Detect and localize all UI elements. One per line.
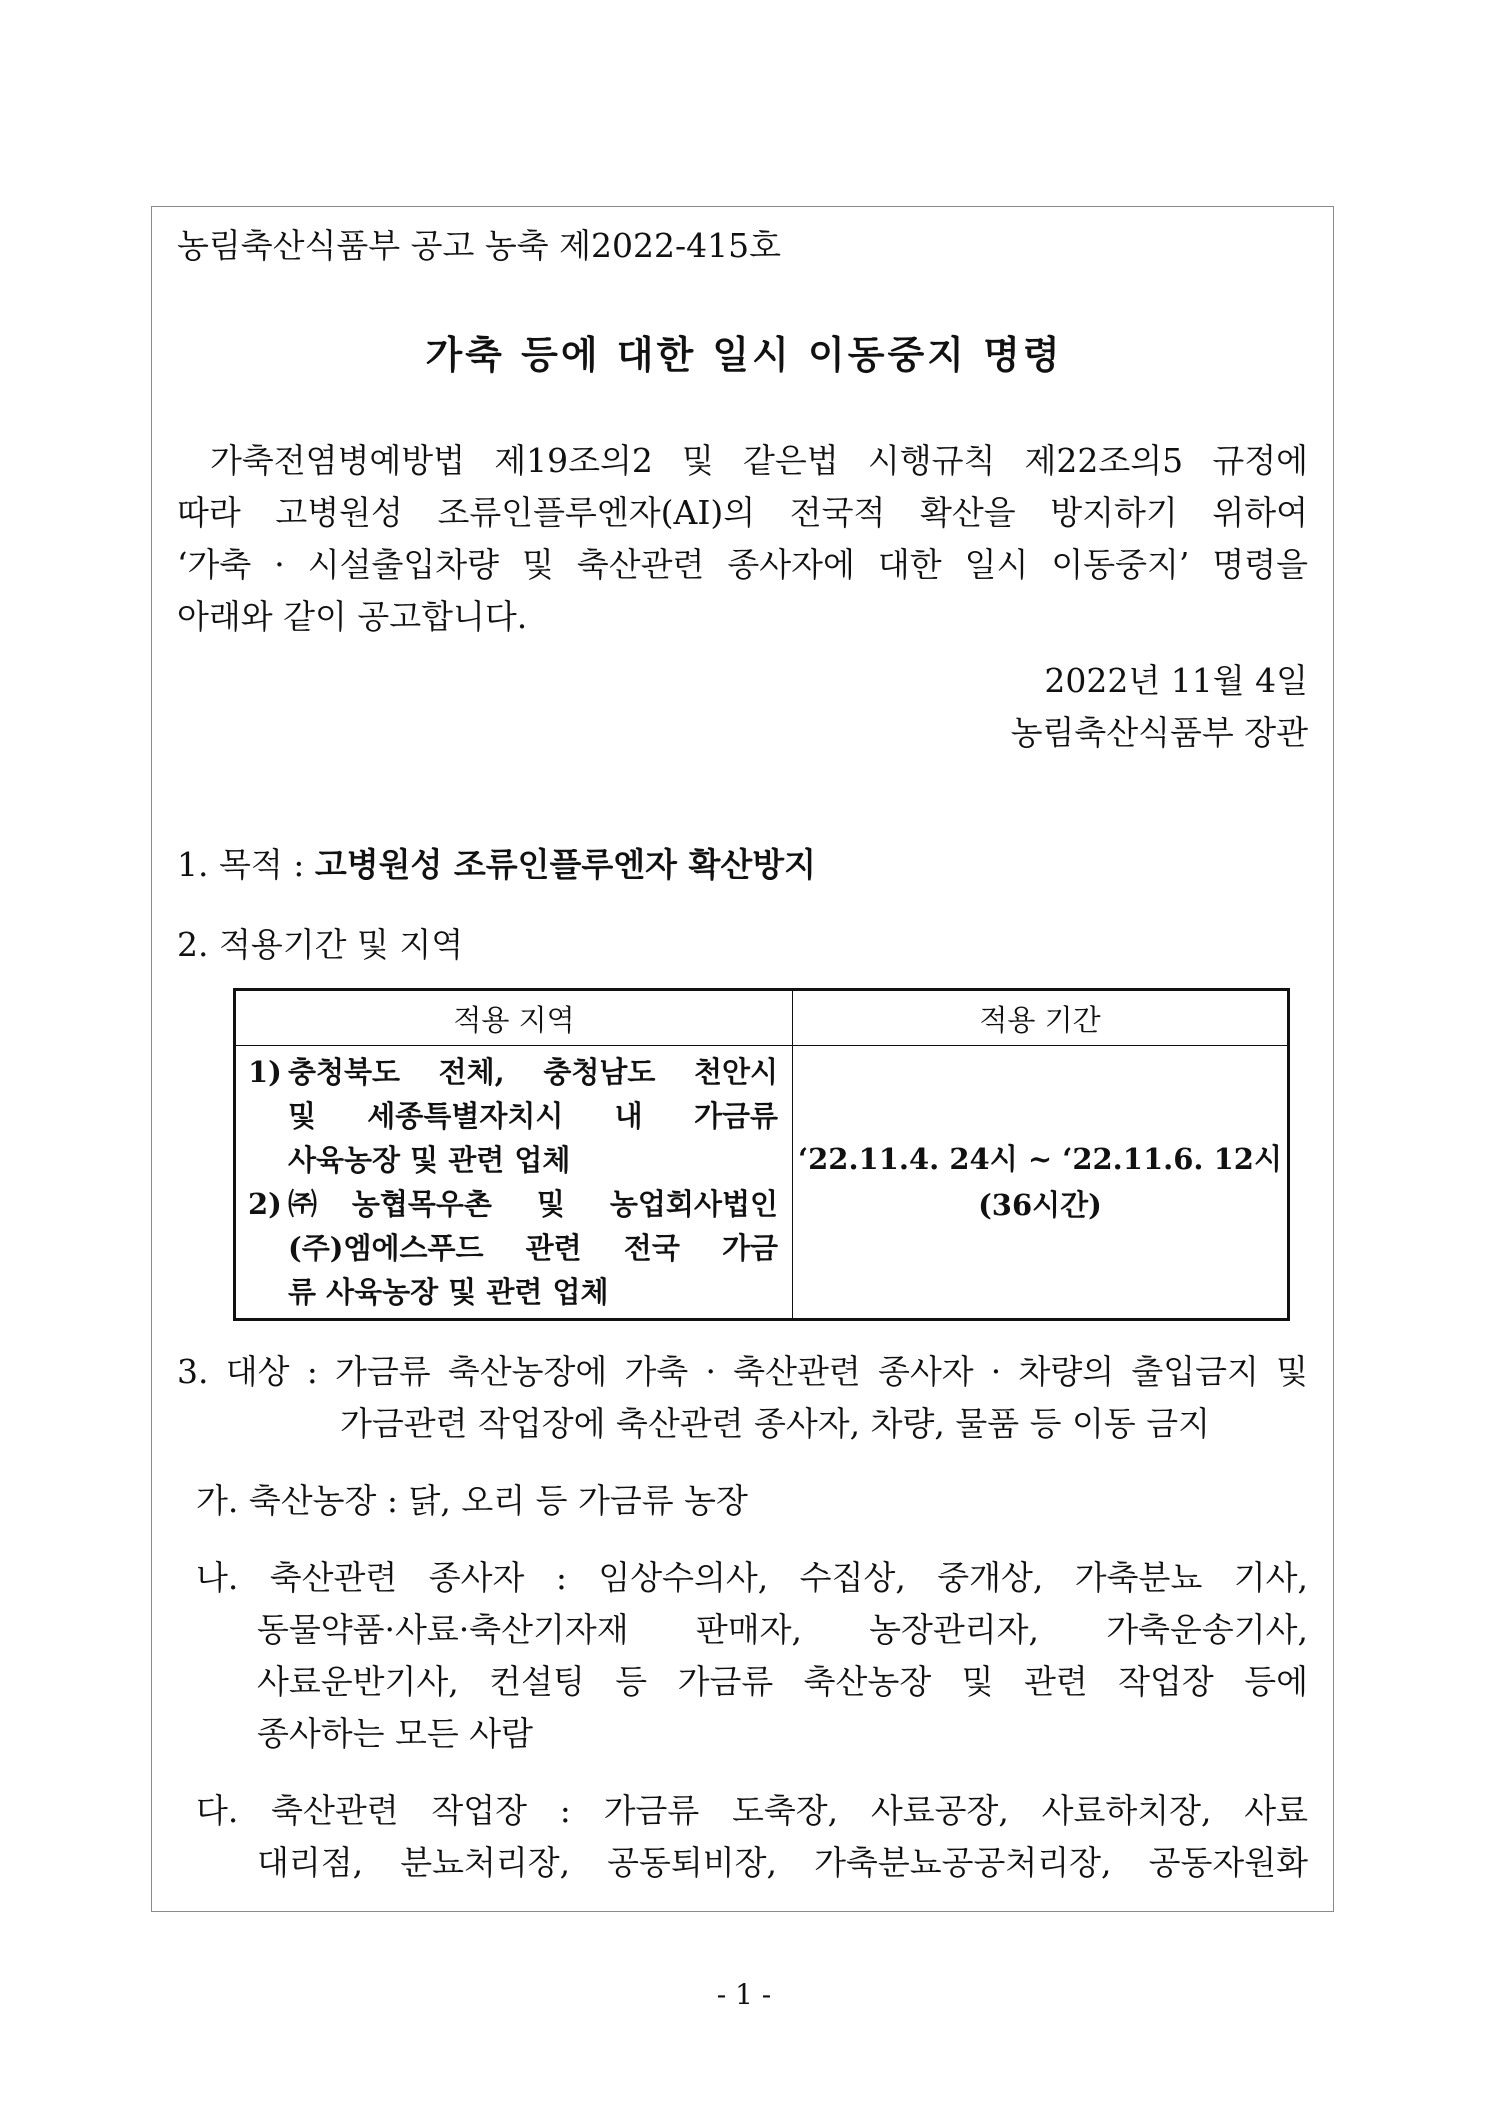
region-text: 및 세종특별자치시 내 가금류 (288, 1099, 778, 1133)
table-row (235, 1046, 1289, 1320)
target-item-workers: 나. 축산관련 종사자 : 임상수의사, 수집상, 중개상, 가축분뇨 기사, (196, 1558, 1308, 1597)
region-text: 사육농장 및 관련 업체 (288, 1143, 571, 1177)
period-cell (793, 1046, 1289, 1320)
section-purpose (177, 845, 816, 885)
issuer: 농림축산식품부 장관 (1010, 713, 1308, 752)
target-item-workplaces-line: 대리점, 분뇨처리장, 공동퇴비장, 가축분뇨공공처리장, 공동자원화 (257, 1843, 1308, 1882)
section-purpose-content: 고병원성 조류인플루엔자 확산방지 (314, 845, 816, 884)
section-purpose-label: 1. 목적 : (177, 845, 305, 884)
region-number: 1) (248, 1055, 282, 1089)
target-item-farm: 가. 축산농장 : 닭, 오리 등 가금류 농장 (196, 1481, 748, 1520)
section-target-line: 3. 대상 : 가금류 축산농장에 가축 · 축산관련 종사자 · 차량의 출입금지 및 (177, 1352, 1308, 1391)
region-text: 충청북도 전체, 충청남도 천안시 (288, 1055, 778, 1089)
intro-line: 아래와 같이 공고합니다. (177, 597, 528, 636)
target-item-workplaces: 다. 축산관련 작업장 : 가금류 도축장, 사료공장, 사료하치장, 사료 (196, 1791, 1308, 1830)
target-item-workers-line: 동물약품·사료·축산기자재 판매자, 농장관리자, 가축운송기사, (257, 1610, 1308, 1649)
intro-line: 가축전염병예방법 제19조의2 및 같은법 시행규칙 제22조의5 규정에 (210, 441, 1308, 480)
page-title: 가축 등에 대한 일시 이동중지 명령 (425, 332, 1063, 377)
region-text: ㈜농협목우촌 및 농업회사법인 (288, 1187, 778, 1221)
region-number: 2) (248, 1187, 282, 1221)
region-item (248, 1050, 778, 1182)
target-item-workers-line: 종사하는 모든 사람 (257, 1714, 534, 1753)
period-range: ‘22.11.4. 24시 ~ ‘22.11.6. 12시 (798, 1142, 1282, 1176)
period-region-table (233, 988, 1290, 1321)
period-duration: (36시간) (978, 1188, 1102, 1222)
region-cell (235, 1046, 793, 1320)
section-target-line: 가금관련 작업장에 축산관련 종사자, 차량, 물품 등 이동 금지 (340, 1404, 1210, 1443)
section-period-heading: 2. 적용기간 및 지역 (177, 925, 464, 964)
notice-number: 농림축산식품부 공고 농축 제2022-415호 (177, 226, 782, 265)
intro-line: ‘가축 · 시설출입차량 및 축산관련 종사자에 대한 일시 이동중지’ 명령을 (177, 545, 1308, 584)
region-item (248, 1182, 778, 1314)
page-number: - 1 - (716, 1978, 772, 2011)
header-region: 적용 지역 (235, 990, 793, 1046)
region-text: 류 사육농장 및 관련 업체 (288, 1275, 609, 1309)
intro-line: 따라 고병원성 조류인플루엔자(AI)의 전국적 확산을 방지하기 위하여 (177, 493, 1308, 532)
region-text: (주)엠에스푸드 관련 전국 가금 (288, 1231, 778, 1265)
target-item-workers-line: 사료운반기사, 컨설팅 등 가금류 축산농장 및 관련 작업장 등에 (257, 1662, 1308, 1701)
table-header-row (235, 990, 1289, 1046)
notice-date: 2022년 11월 4일 (1044, 661, 1308, 700)
header-period: 적용 기간 (793, 990, 1289, 1046)
